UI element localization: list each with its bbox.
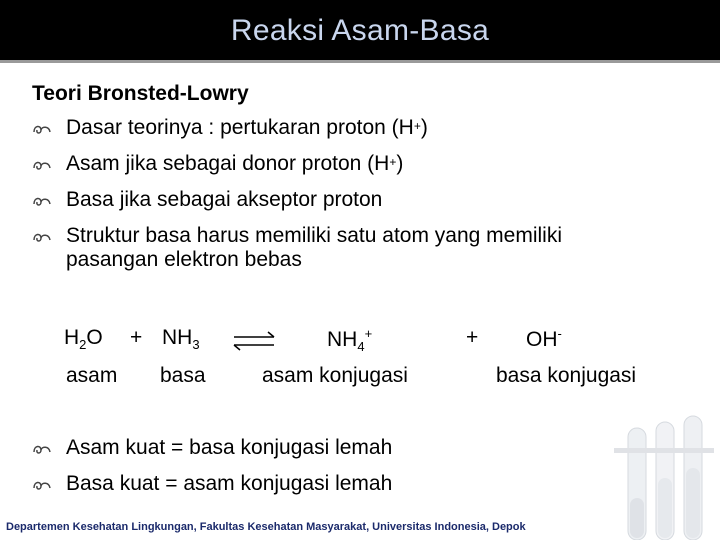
bullet-item: Asam jika sebagai donor proton (H+) <box>32 152 672 176</box>
bullet-list-2 <box>32 436 672 508</box>
curl-bullet-icon <box>32 478 52 492</box>
reaction-equation <box>0 320 720 400</box>
curl-bullet-icon <box>32 194 52 208</box>
curl-bullet-icon <box>32 230 52 244</box>
plus-sign: + <box>130 326 143 349</box>
label-conjugate-base: basa konjugasi <box>496 364 637 387</box>
equilibrium-arrow-icon <box>228 328 280 354</box>
bullet-item: Basa jika sebagai akseptor proton <box>32 188 672 212</box>
product-nh4: $NH_4^+$ <box>327 326 373 354</box>
bullet-item: Struktur basa harus memiliki satu atom yang memiliki pasangan elektron bebas <box>32 224 672 272</box>
bullet-item: Asam kuat = basa konjugasi lemah <box>32 436 672 460</box>
bullet-item: Dasar teorinya : pertukaran proton (H+) <box>32 116 672 140</box>
curl-bullet-icon <box>32 158 52 172</box>
product-oh: OH- <box>526 326 562 351</box>
footer-text: Departemen Kesehatan Lingkungan, Fakultas Kesehatan Masyarakat, Universitas Indonesia, Depok <box>6 521 526 533</box>
reactant-nh3: $NH_3$ <box>162 326 200 352</box>
label-base: basa <box>160 364 206 387</box>
label-conjugate-acid: asam konjugasi <box>262 364 408 387</box>
test-tubes-image <box>598 408 720 540</box>
curl-bullet-icon <box>32 442 52 456</box>
reactant-h2o: $H_2O$ <box>64 326 103 352</box>
slide-title: Reaksi Asam-Basa <box>230 14 490 47</box>
section-heading: Teori Bronsted-Lowry <box>32 82 249 105</box>
label-acid: asam <box>66 364 118 387</box>
plus-sign: + <box>466 326 479 349</box>
curl-bullet-icon <box>32 122 52 136</box>
title-bar <box>0 0 720 63</box>
bullet-item: Basa kuat = asam konjugasi lemah <box>32 472 672 496</box>
bullet-list <box>32 116 672 284</box>
